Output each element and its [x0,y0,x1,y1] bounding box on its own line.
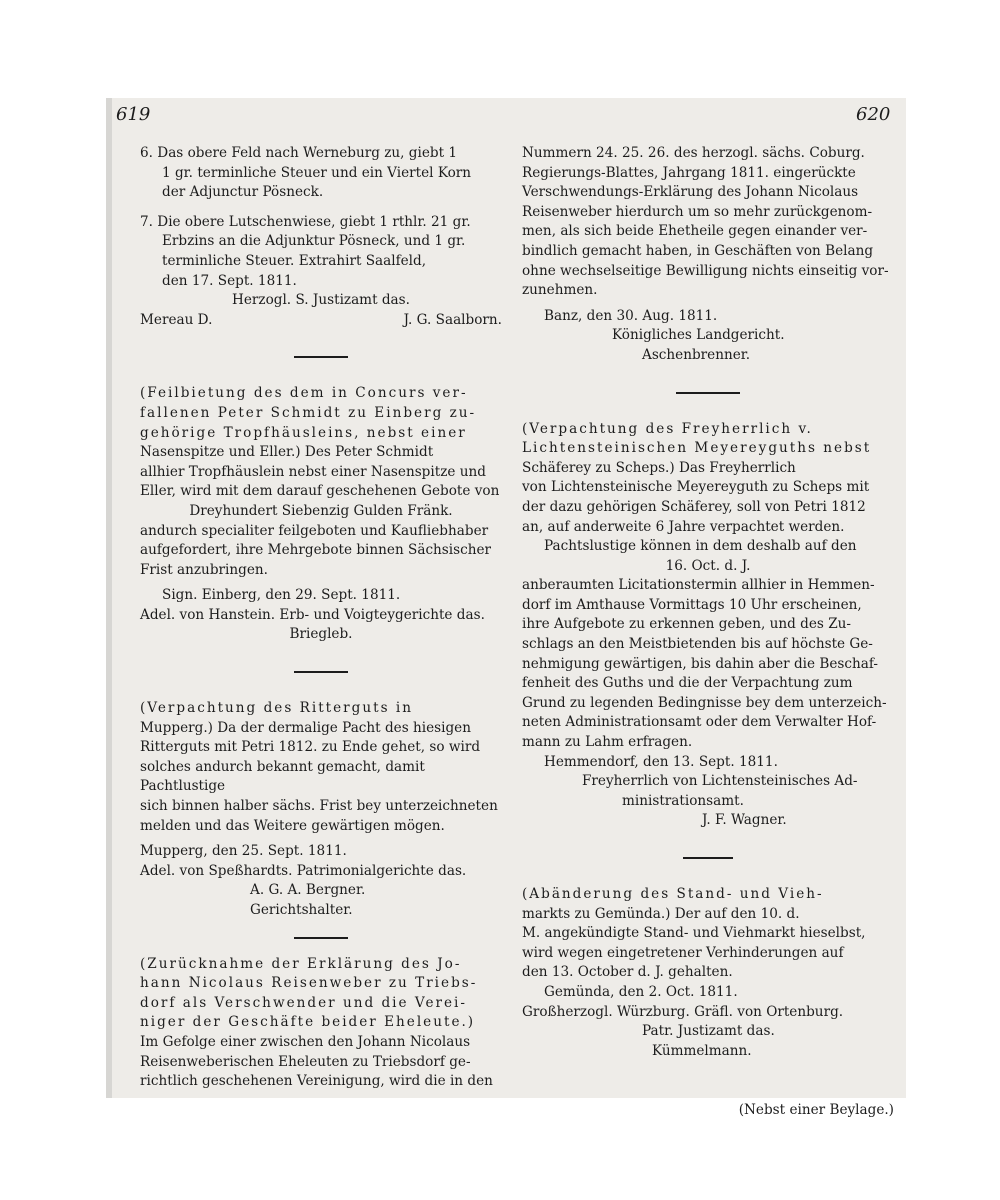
left-column [140,144,502,1092]
page-edge-shadow [106,98,112,1098]
list-item: 6. Das obere Feld nach Werneburg zu, giebt 1 1 gr. terminliche Steuer und ein Viertel Korn der Adjunctur Pösneck. [140,145,472,201]
notice-verpachtung-scheps: (Verpachtung des Freyherrlich v. Lichtensteinischen Meyereyguths nebst Schäferey zu Scheps.) Das Freyherrlich von Lichtensteinische Meyereyguth zu Scheps mit der dazu gehörigen Schäferey, soll von Petri 1812 an, auf anderweite 6 Jahre verpachtet werden. Pachtslustige können in dem deshalb auf den 16. Oct. d. J. anberaumten Licitationstermin allhier in Hemmen- dorf im Amthause Vormittags 10 Uhr erscheinen, ihre Aufgebote zu erkennen geben, und des Zu- schlags an den Meistbietenden bis auf höchste Ge- nehmigung gewärtigen, bis dahin aber die Beschaf- fenheit des Guths und die der Verpachtung zum Grund zu legenden Bedingnisse bey dem unterzeich- neten Administrationsamt oder dem Verwalter Hof- mann zu Lahm erfragen. [522,420,887,751]
notice-gemuenda: (Abänderung des Stand- und Vieh- markts zu Gemünda.) Der auf den 10. d. M. angekündigte Stand- und Viehmarkt hieselbst, wird wegen eingetretener Verhinderungen auf den 13. October d. J. gehalten. [522,886,866,981]
signature-block: Banz, den 30. Aug. 1811. Königliches Landgericht. Aschenbrenner. [544,307,785,363]
signature-block: Hemmendorf, den 13. Sept. 1811. Freyherrlich von Lichtensteinisches Ad- ministrationsamt. J. F. Wagner. [544,753,858,829]
page-number-left: 619 [116,104,151,125]
notice-mupperg: (Verpachtung des Ritterguts in Mupperg.) Da der dermalige Pacht des hiesigen Ritterguts mit Petri 1812. zu Ende gehet, so wird solches andurch bekannt gemacht, damit Pachtlustige sich binnen halber sächs. Frist bey unterzeichneten melden und das Weitere gewärtigen mögen. [140,700,498,834]
signature-right: J. G. Saalborn. [403,311,502,328]
signature-block: Gemünda, den 2. Oct. 1811. Großherzogl. Würzburg. Gräfl. von Ortenburg. Patr. Justizamt das. Kümmelmann. [522,983,844,1059]
signature-block: Sign. Einberg, den 29. Sept. 1811. Adel. von Hanstein. Erb- und Voigteygerichte das. Briegleb. [140,587,485,643]
page-number-right: 620 [856,104,891,125]
notice-feilbietung: (Feilbietung des dem in Concurs ver- fallenen Peter Schmidt zu Einberg zu- gehörige Tropfhäusleins, nebst einer Nasenspitze und Eller.) Des Peter Schmidt allhier Tropfhäuslein nebst einer Nasenspitze und Eller, wird mit dem darauf geschehenen Gebote von Dreyhundert Siebenzig Gulden Fränk. andurch specialiter feilgeboten und Kaufliebhaber aufgefordert, ihre Mehrgebote binnen Sächsischer Frist anzubringen. [140,385,500,578]
notice-zuruecknahme: (Zurücknahme der Erklärung des Jo- hann Nicolaus Reisenweber zu Triebs- dorf als Verschwender und die Verei- niger der Geschäfte beider Eheleute.) Im Gefolge einer zwischen den Johann Nicolaus Reisenweberischen Eheleuten zu Triebsdorf ge- richtlich geschehenen Vereinigung, wird die in den [140,955,493,1090]
signature-block: Herzogl. S. Justizamt das. Mereau D. J. G. Saalborn. [140,291,502,330]
continued-text: Nummern 24. 25. 26. des herzogl. sächs. Coburg. Regierungs-Blattes, Jahrgang 1811. eingerückte Verschwendungs-Erklärung des Johann Nicolaus Reisenweber hierdurch um so mehr zurückgenom- men, als sich beide Ehetheile gegen einander ver- bindlich gemacht haben, in Geschäften von Belang ohne wechselseitige Bewilligung nichts einseitig vor- zunehmen. [522,145,889,299]
list-item: 7. Die obere Lutschenwiese, giebt 1 rthlr. 21 gr. Erbzins an die Adjunktur Pösneck, und 1 gr. terminliche Steuer. Extrahirt Saalfeld, den 17. Sept. 1811. [140,213,471,289]
signature-left: Mereau D. [140,311,213,328]
right-column [522,144,894,1121]
signature-block: Mupperg, den 25. Sept. 1811. Adel. von Speßhardts. Patrimonialgerichte das. A. G. A. Bergner. Gerichtshalter. [140,843,467,918]
supplement-note: (Nebst einer Beylage.) [738,1102,894,1119]
